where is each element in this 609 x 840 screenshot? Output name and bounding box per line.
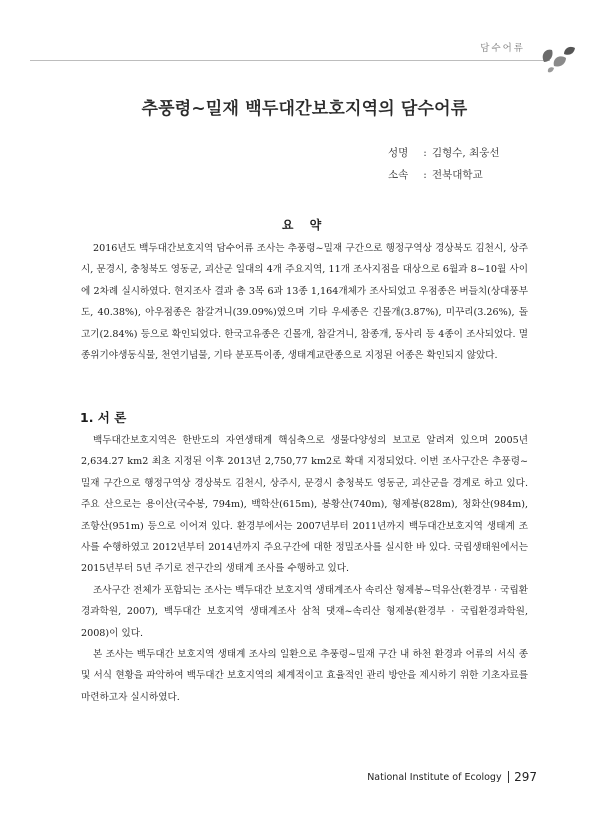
section-heading-introduction: 1. 서 론 <box>80 410 127 425</box>
affiliation: 전북대학교 <box>432 169 483 181</box>
section-tag: 담수어류 <box>480 43 525 54</box>
separator: : <box>423 147 427 159</box>
page-title: 추풍령~밀재 백두대간보호지역의 담수어류 <box>141 99 468 119</box>
intro-paragraph-2: 조사구간 전체가 포함되는 조사는 백두대간 보호지역 생태계조사 속리산 형제봉~덕유산(환경부 · 국립환경과학원, 2007), 백두대간 보호지역 생태계조사 삼척 댓재~속리산 형제봉(환경부 · 국립환경과학원, 2008)이 있다. <box>81 585 528 639</box>
author-block <box>388 142 500 186</box>
page-number: 297 <box>514 770 537 784</box>
name-label: 성명 <box>388 147 409 159</box>
abstract-heading: 요 약 <box>281 218 328 232</box>
separator: : <box>423 169 427 181</box>
page-footer <box>367 770 537 784</box>
intro-paragraph-3: 본 조사는 백두대간 보호지역 생태계 조사의 일환으로 추풍령~밀재 구간 내 하천 환경과 어류의 서식 종 및 서식 현황을 파악하여 백두대간 보호지역의 체계적이고 효율적인 관리 방안을 제시하기 위한 기초자료를 마련하고자 실시하였다. <box>81 649 528 703</box>
footer-divider <box>508 771 510 783</box>
intro-paragraph-1: 백두대간보호지역은 한반도의 자연생태계 핵심축으로 생물다양성의 보고로 알려져 있으며 2005년 2,634.27 km2 최초 지정된 이후 2013년 2,750,77 km2로 확대 지정되었다. 이번 조사구간은 추풍령~밀재 구간으로 행정구역상 경상북도 김천시, 상주시, 문경시 충청북도 영동군, 괴산군을 경계로 하고 있다. 주요 산으로는 용이산(국수봉, 794m), 백학산(615m), 봉황산(740m), 형제봉(828m), 청화산(984m), 조항산(951m) 등으로 이어져 있다. 환경부에서는 2007년부터 2011년까지 백두대간보호지역 생태계 조사를 수행하였고 2012년부터 2014년까지 주요구간에 대한 정밀조사를 실시한 바 있다. 국립생태원에서는 2015년부터 5년 주기로 전구간의 생태계 조사를 수행하고 있다. <box>81 435 528 575</box>
footer-institute: National Institute of Ecology <box>367 771 502 783</box>
affiliation-row <box>388 164 500 186</box>
header-rule <box>30 60 550 61</box>
affiliation-label: 소속 <box>388 169 409 181</box>
author-row <box>388 142 500 164</box>
author-names: 김형수, 최웅선 <box>432 147 500 159</box>
abstract-text: 2016년도 백두대간보호지역 담수어류 조사는 추풍령~밀재 구간으로 행정구역상 경상북도 김천시, 상주시, 문경시, 충청북도 영동군, 괴산군 일대의 4개 주요지역, 11개 조사지점을 대상으로 6월과 8~10월 사이에 2차례 실시하였다. 현지조사 결과 총 3목 6과 13종 1,164개체가 조사되었고 우점종은 버들치(상대풍부도, 40.38%), 아우점종은 참갈겨니(39.09%)였으며 기타 우세종은 긴몰개(3.87%), 미꾸리(3.26%), 돌고기(2.84%) 등으로 확인되었다. 한국고유종은 긴몰개, 참갈겨니, 참종개, 동사리 등 4종이 조사되었다. 멸종위기야생동식물, 천연기념물, 기타 분포특이종, 생태계교란종으로 지정된 어종은 확인되지 않았다. <box>81 243 528 362</box>
leaf-ornament-icon <box>538 44 578 80</box>
